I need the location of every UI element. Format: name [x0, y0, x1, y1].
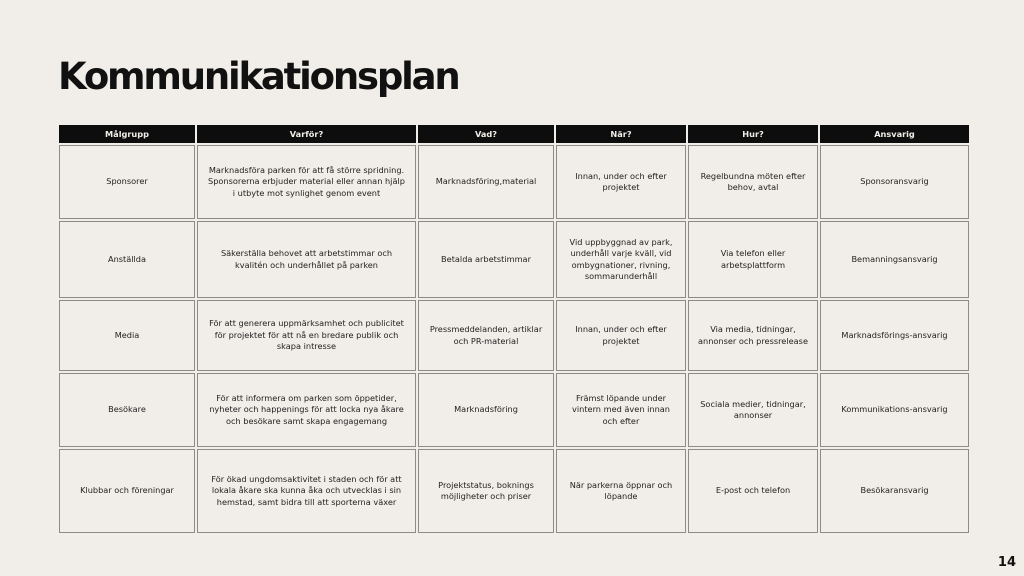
cell-malgrupp: Anställda [59, 221, 195, 298]
cell-malgrupp: Klubbar och föreningar [59, 449, 195, 533]
communication-plan-table [57, 123, 971, 535]
cell-vad: Projektstatus, boknings möjligheter och priser [418, 449, 554, 533]
column-header-nar: När? [556, 125, 686, 143]
cell-ansvarig: Marknadsförings-ansvarig [820, 300, 969, 371]
cell-varfor: Säkerställa behovet att arbetstimmar och kvalitén och underhållet på parken [197, 221, 416, 298]
column-header-hur: Hur? [688, 125, 818, 143]
table-header-row [59, 125, 969, 143]
cell-ansvarig: Bemanningsansvarig [820, 221, 969, 298]
cell-nar: Vid uppbyggnad av park, underhåll varje kväll, vid ombygnationer, rivning, sommarunderhåll [556, 221, 686, 298]
table-row [59, 145, 969, 219]
cell-ansvarig: Sponsoransvarig [820, 145, 969, 219]
cell-nar: Innan, under och efter projektet [556, 145, 686, 219]
cell-malgrupp: Besökare [59, 373, 195, 447]
cell-vad: Marknadsföring,material [418, 145, 554, 219]
cell-hur: E-post och telefon [688, 449, 818, 533]
cell-hur: Via telefon eller arbetsplattform [688, 221, 818, 298]
cell-vad: Marknadsföring [418, 373, 554, 447]
cell-hur: Via media, tidningar, annonser och pressrelease [688, 300, 818, 371]
cell-varfor: För att generera uppmärksamhet och publicitet för projektet för att nå en bredare publik och skapa intresse [197, 300, 416, 371]
page-number: 14 [997, 555, 1016, 570]
cell-varfor: För ökad ungdomsaktivitet i staden och för att lokala åkare ska kunna åka och utvecklas i sin hemstad, samt bidra till att sporterna växer [197, 449, 416, 533]
column-header-ansvarig: Ansvarig [820, 125, 969, 143]
cell-vad: Betalda arbetstimmar [418, 221, 554, 298]
cell-nar: När parkerna öppnar och löpande [556, 449, 686, 533]
table-row [59, 300, 969, 371]
cell-hur: Regelbundna möten efter behov, avtal [688, 145, 818, 219]
cell-ansvarig: Besökaransvarig [820, 449, 969, 533]
cell-nar: Främst löpande under vintern med även innan och efter [556, 373, 686, 447]
cell-varfor: För att informera om parken som öppetider, nyheter och happenings för att locka nya åkare och besökare samt skapa engagemang [197, 373, 416, 447]
cell-ansvarig: Kommunikations-ansvarig [820, 373, 969, 447]
table-row [59, 221, 969, 298]
page-title: Kommunikationsplan [58, 55, 459, 98]
column-header-vad: Vad? [418, 125, 554, 143]
cell-malgrupp: Media [59, 300, 195, 371]
table-row [59, 373, 969, 447]
cell-varfor: Marknadsföra parken för att få större spridning. Sponsorerna erbjuder material eller annan hjälp i utbyte mot synlighet genom event [197, 145, 416, 219]
cell-vad: Pressmeddelanden, artiklar och PR-material [418, 300, 554, 371]
cell-nar: Innan, under och efter projektet [556, 300, 686, 371]
table-row [59, 449, 969, 533]
cell-malgrupp: Sponsorer [59, 145, 195, 219]
column-header-varfor: Varför? [197, 125, 416, 143]
column-header-malgrupp: Målgrupp [59, 125, 195, 143]
cell-hur: Sociala medier, tidningar, annonser [688, 373, 818, 447]
